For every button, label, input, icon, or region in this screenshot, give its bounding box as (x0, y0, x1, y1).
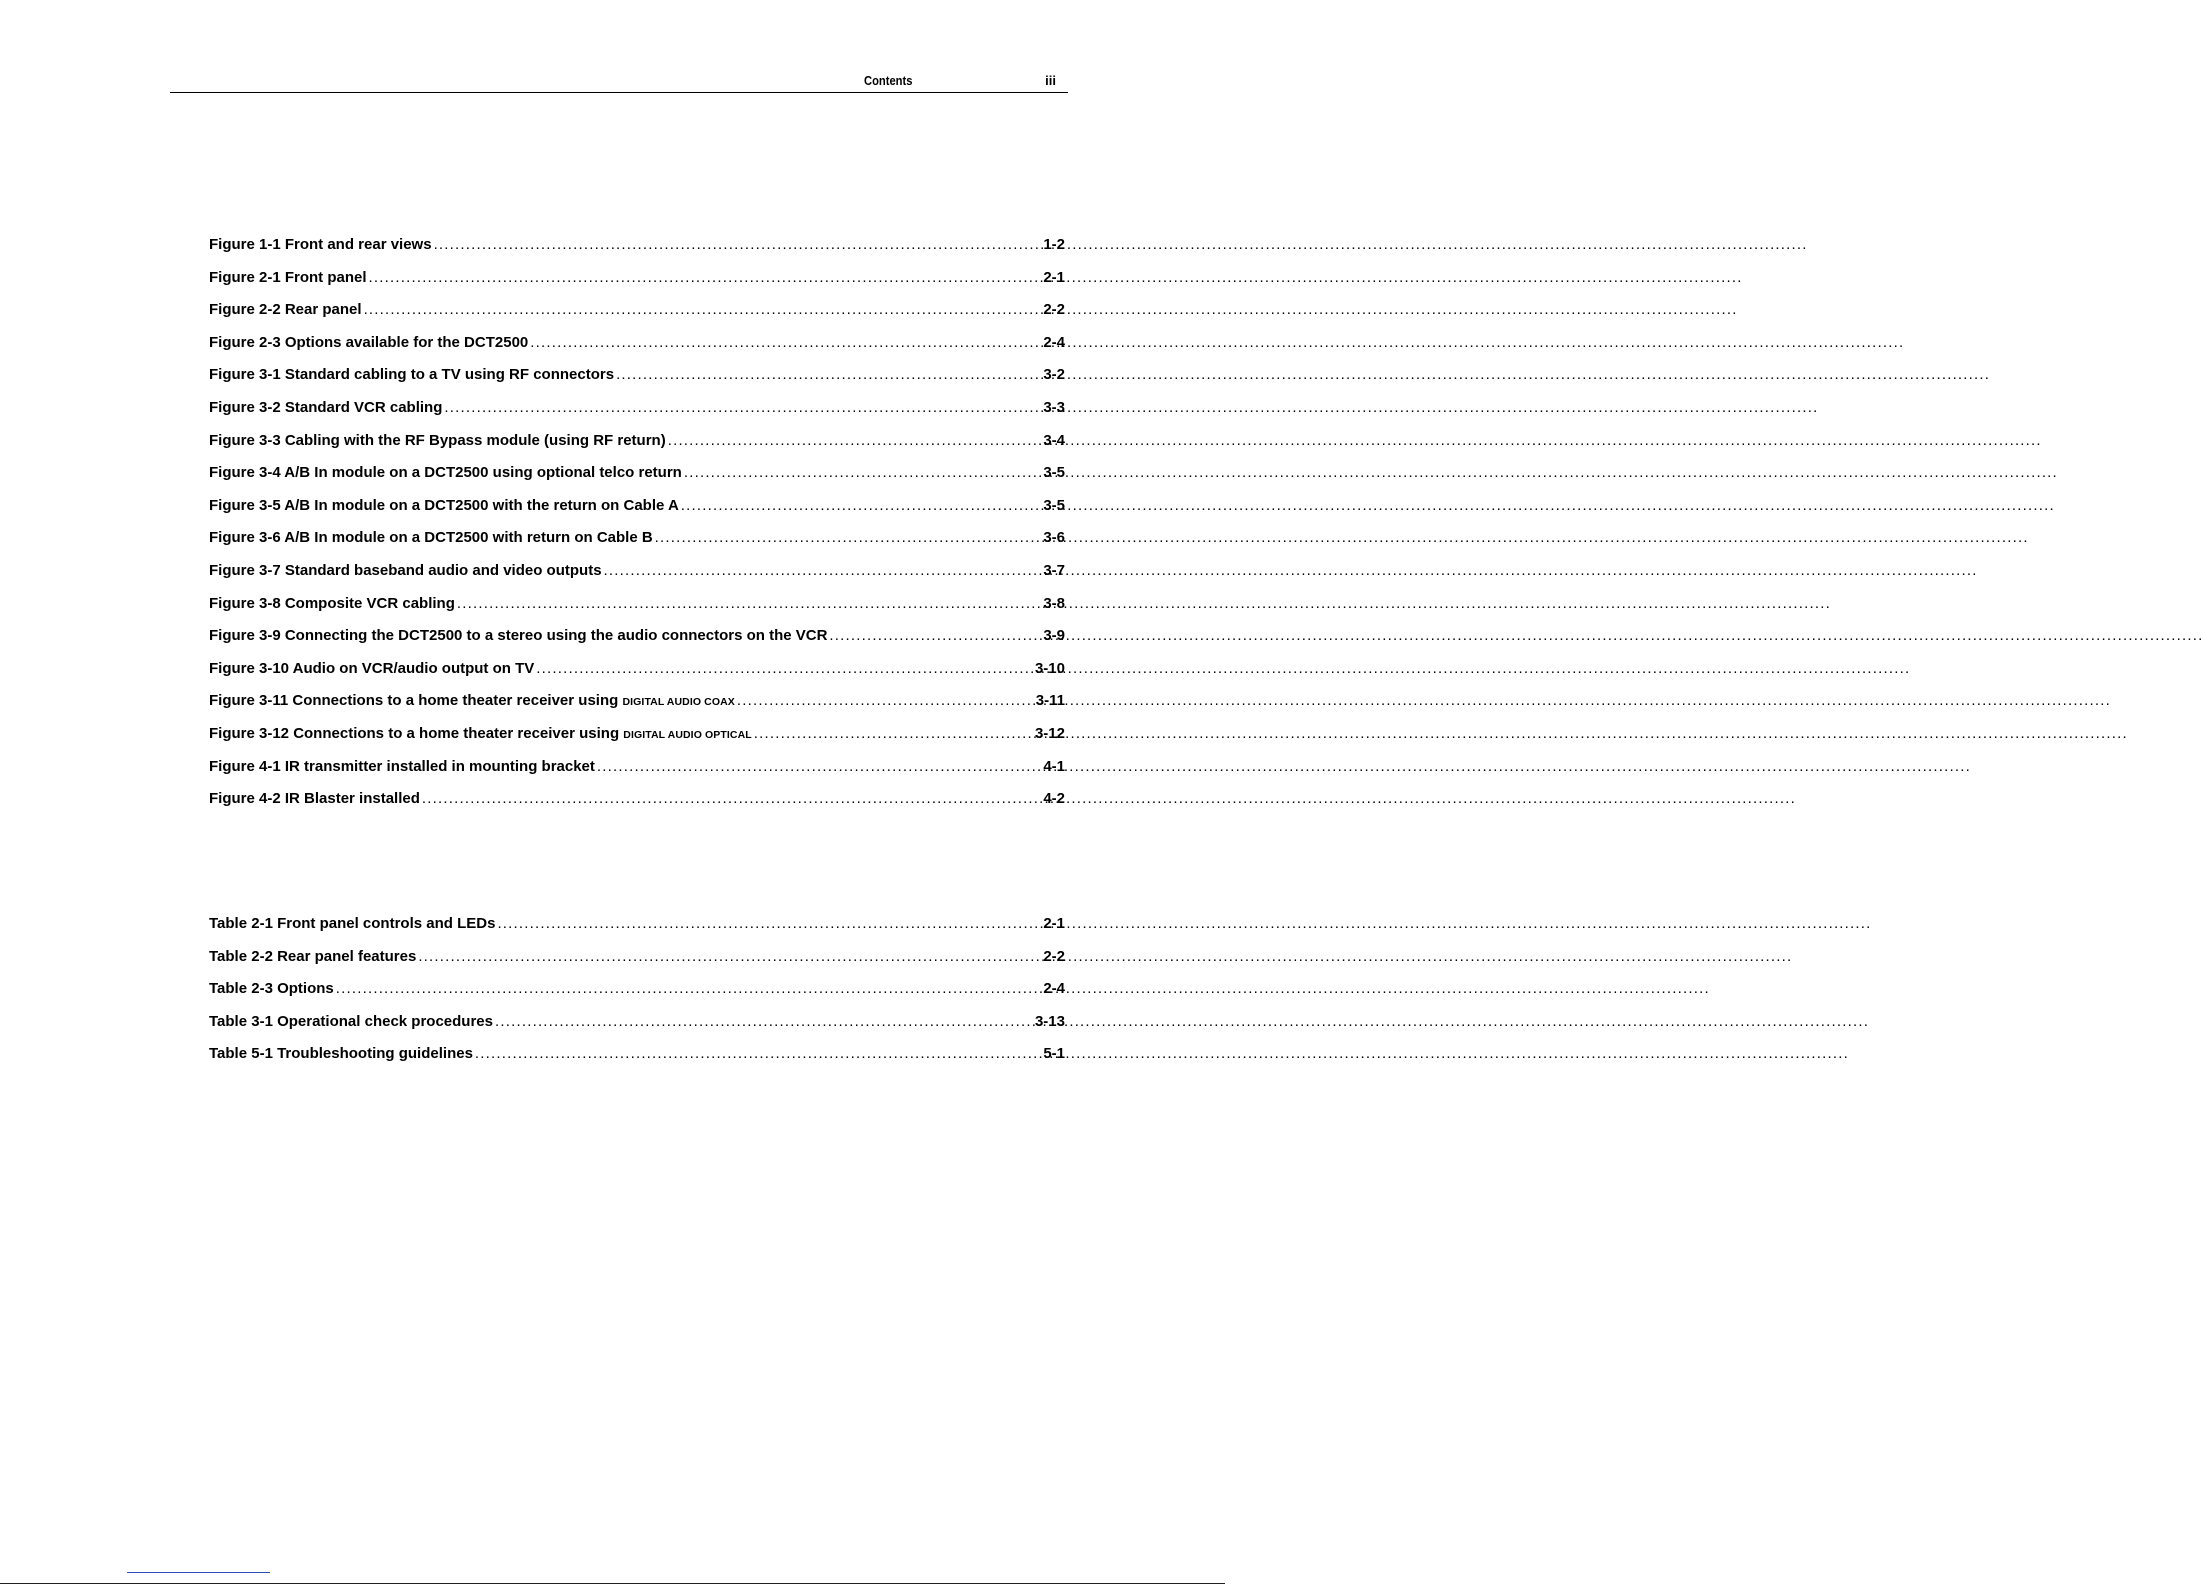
table-entry-title[interactable] (209, 1013, 493, 1030)
figure-entry-title-text: Figure 4-2 IR Blaster installed (209, 790, 420, 808)
figure-entry-title-text: Figure 3-1 Standard cabling to a TV using RF connectors (209, 366, 615, 384)
figure-entry-page[interactable]: 3-10 (1034, 659, 1065, 677)
figure-entry-title[interactable] (209, 627, 827, 644)
table-entry[interactable] (209, 1013, 1065, 1046)
figure-entry-page[interactable]: 4-1 (1043, 757, 1065, 775)
figure-entry[interactable] (209, 660, 1065, 693)
table-entry-title[interactable] (209, 980, 334, 997)
figure-entry-title-text: Figure 3-2 Standard VCR cabling (209, 398, 443, 416)
figure-entry-title[interactable] (209, 236, 432, 253)
figure-entry[interactable] (209, 399, 1065, 432)
dot-leader (336, 980, 1042, 997)
dot-leader (475, 1045, 1041, 1062)
table-entry-title-text: Table 2-3 Options (209, 980, 334, 998)
figure-entry-title-text: Figure 1-1 Front and rear views (209, 236, 432, 253)
figure-entry-title-text: Figure 3-10 Audio on VCR/audio output on TV (209, 659, 535, 677)
figure-entry[interactable] (209, 301, 1065, 334)
dot-leader (597, 758, 1041, 775)
dot-leader (655, 529, 1042, 546)
figure-entry-page[interactable]: 2-1 (1043, 268, 1065, 286)
figure-entry-title[interactable] (209, 660, 534, 677)
figure-entry[interactable] (209, 758, 1065, 791)
figure-entry-title[interactable] (209, 692, 735, 709)
footer-link-underline (127, 1572, 270, 1573)
table-entry-page[interactable]: 3-13 (1034, 1012, 1065, 1030)
table-entry[interactable] (209, 980, 1065, 1013)
table-entry-page[interactable]: 2-1 (1043, 915, 1065, 932)
figure-entry-title[interactable] (209, 595, 455, 612)
figure-entry-page[interactable]: 2-2 (1043, 301, 1065, 319)
page-bottom-border (0, 1583, 1225, 1584)
dot-leader (495, 1013, 1033, 1030)
dot-leader (444, 399, 1041, 416)
figure-entry-page[interactable]: 3-5 (1043, 464, 1065, 482)
dot-leader (364, 301, 1042, 318)
header-page-number: iii (1045, 73, 1056, 88)
figure-entry-page[interactable]: 3-9 (1043, 627, 1065, 645)
figure-entry[interactable] (209, 529, 1065, 562)
figure-entry-title-text: Figure 3-9 Connecting the DCT2500 to a stereo using the audio connectors on the VCR (209, 627, 828, 645)
figure-entry-page[interactable]: 3-11 (1035, 692, 1065, 710)
figure-entry-title[interactable] (209, 497, 679, 514)
figure-entry-title[interactable] (209, 529, 653, 546)
figure-entry-title[interactable] (209, 432, 666, 449)
figure-entry-page[interactable]: 3-8 (1043, 594, 1065, 612)
list-of-tables (209, 915, 1065, 1078)
dot-leader (754, 725, 1033, 742)
table-entry-title[interactable] (209, 948, 416, 965)
figure-entry[interactable] (209, 366, 1065, 399)
table-entry[interactable] (209, 915, 1065, 948)
figure-entry-title-text: Figure 3-7 Standard baseband audio and video outputs (209, 561, 602, 579)
page-header (170, 70, 1068, 93)
figure-entry-title-text: Figure 3-6 A/B In module on a DCT2500 with return on Cable B (209, 529, 653, 547)
figure-entry[interactable] (209, 464, 1065, 497)
figure-entry[interactable] (209, 236, 1065, 269)
figure-entry-page[interactable]: 3-5 (1043, 496, 1065, 514)
figure-entry[interactable] (209, 334, 1065, 367)
figure-entry-page[interactable]: 3-6 (1043, 529, 1065, 547)
dot-leader (684, 464, 1041, 481)
figure-entry-title[interactable] (209, 725, 752, 742)
figure-entry-smallcaps: DIGITAL AUDIO OPTICAL (623, 728, 752, 741)
figure-entry-page[interactable]: 3-4 (1043, 431, 1065, 449)
figure-entry[interactable] (209, 432, 1065, 465)
figure-entry-title-text: Figure 2-3 Options available for the DCT2500 (209, 333, 529, 351)
figure-entry-title-text: Figure 3-11 Connections to a home theater receiver using (209, 692, 623, 710)
figure-entry[interactable] (209, 790, 1065, 823)
figure-entry-title-text: Figure 2-2 Rear panel (209, 301, 362, 319)
figure-entry-title[interactable] (209, 366, 614, 383)
figure-entry-smallcaps: DIGITAL AUDIO COAX (622, 696, 735, 709)
table-entry-page[interactable]: 2-2 (1043, 947, 1065, 965)
table-entry-page[interactable]: 2-4 (1043, 980, 1065, 998)
figure-entry[interactable] (209, 562, 1065, 595)
figure-entry-title-text: Figure 3-3 Cabling with the RF Bypass module (using RF return) (209, 431, 666, 449)
dot-leader (418, 948, 1041, 965)
dot-leader (369, 269, 1042, 286)
figure-entry-page[interactable]: 4-2 (1043, 790, 1065, 808)
figure-entry[interactable] (209, 595, 1065, 628)
dot-leader (434, 236, 1042, 253)
figure-entry-title[interactable] (209, 562, 602, 579)
figure-entry-page[interactable]: 3-2 (1043, 366, 1065, 384)
dot-leader (497, 915, 1041, 932)
table-entry-title-text: Table 2-2 Rear panel features (209, 947, 417, 965)
figure-entry-page[interactable]: 1-2 (1043, 236, 1065, 253)
dot-leader (604, 562, 1042, 579)
figure-entry-title-text: Figure 3-8 Composite VCR cabling (209, 594, 455, 612)
table-entry[interactable] (209, 948, 1065, 981)
figure-entry-title-text: Figure 3-5 A/B In module on a DCT2500 with the return on Cable A (209, 496, 679, 514)
figure-entry-title-text: Figure 2-1 Front panel (209, 268, 367, 286)
figure-entry-title[interactable] (209, 790, 420, 807)
figure-entry[interactable] (209, 692, 1065, 725)
figure-entry[interactable] (209, 497, 1065, 530)
table-entry-title[interactable] (209, 1045, 473, 1062)
figure-entry[interactable] (209, 725, 1065, 758)
figure-entry-title[interactable] (209, 269, 367, 286)
figure-entry-page[interactable]: 3-3 (1043, 398, 1065, 416)
table-entry-title-text: Table 2-1 Front panel controls and LEDs (209, 915, 496, 932)
dot-leader (457, 595, 1041, 612)
dot-leader (422, 790, 1041, 807)
table-entry[interactable] (209, 1045, 1065, 1078)
dot-leader (530, 334, 1041, 351)
dot-leader (737, 692, 1034, 709)
figure-entry-title[interactable] (209, 464, 682, 481)
list-of-figures (209, 236, 1065, 823)
dot-leader (829, 627, 1041, 644)
figure-entry-page[interactable]: 3-12 (1034, 724, 1065, 742)
dot-leader (681, 497, 1042, 514)
figure-entry-title-text: Figure 4-1 IR transmitter installed in mounting bracket (209, 757, 595, 775)
figure-entry-title[interactable] (209, 758, 595, 775)
figure-entry-title-text: Figure 3-4 A/B In module on a DCT2500 using optional telco return (209, 464, 682, 482)
figure-entry-title[interactable] (209, 301, 362, 318)
figure-entry-title-text: Figure 3-12 Connections to a home theater receiver using (209, 724, 624, 742)
dot-leader (616, 366, 1041, 383)
table-entry-title-text: Table 3-1 Operational check procedures (209, 1012, 493, 1030)
figure-entry-title[interactable] (209, 399, 442, 416)
figure-entry[interactable] (209, 269, 1065, 302)
header-section-title: Contents (864, 73, 913, 88)
figure-entry-page[interactable]: 3-7 (1043, 561, 1065, 579)
table-entry-title[interactable] (209, 915, 495, 932)
figure-entry[interactable] (209, 627, 1065, 660)
figure-entry-page[interactable]: 2-4 (1043, 333, 1065, 351)
dot-leader (668, 432, 1042, 449)
dot-leader (536, 660, 1033, 677)
table-entry-title-text: Table 5-1 Troubleshooting guidelines (209, 1045, 473, 1063)
table-entry-page[interactable]: 5-1 (1043, 1045, 1065, 1063)
figure-entry-title[interactable] (209, 334, 528, 351)
